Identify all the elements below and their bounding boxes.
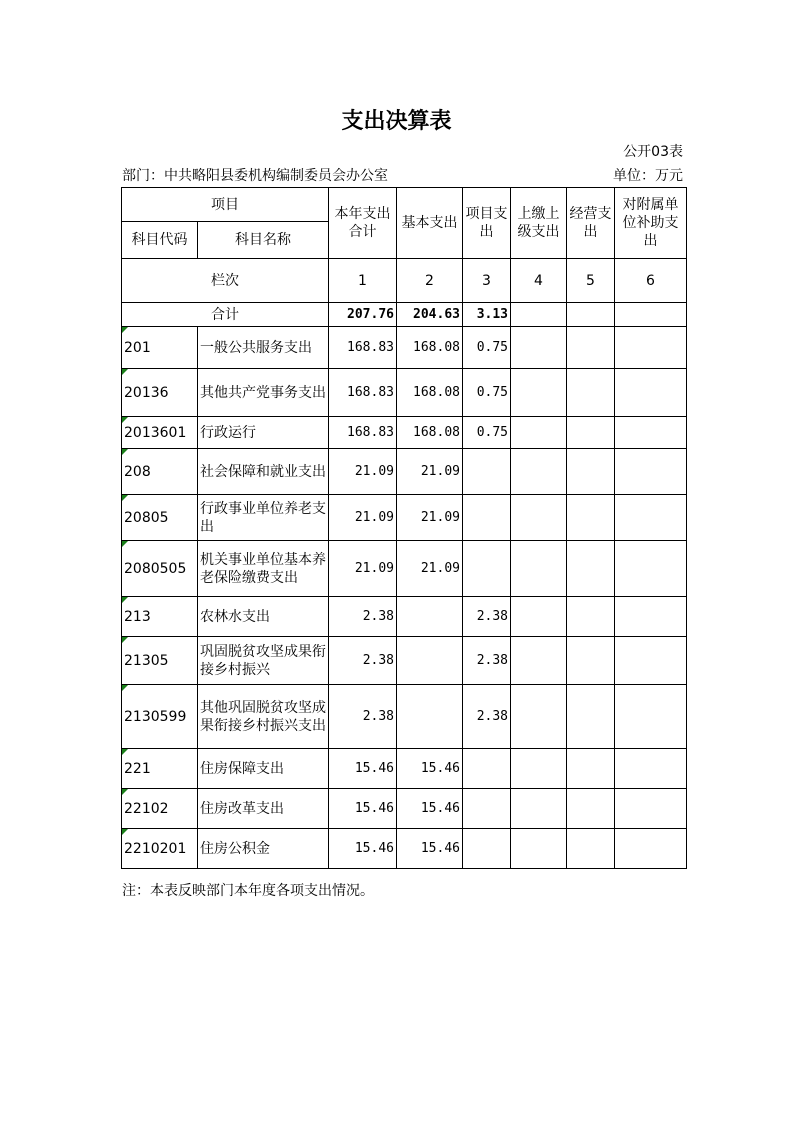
empty-cell <box>615 685 687 749</box>
col-index: 5 <box>567 259 615 303</box>
cell-name: 行政事业单位养老支出 <box>198 495 329 541</box>
empty-cell <box>511 495 567 541</box>
cell-name: 住房公积金 <box>198 829 329 869</box>
header-c6: 对附属单位补助支出 <box>615 188 687 259</box>
expenditure-table <box>121 187 687 869</box>
table-row <box>122 327 687 369</box>
header-c3: 项目支出 <box>463 188 511 259</box>
cell-c1: 21.09 <box>329 541 397 597</box>
cell-code: 208 <box>122 449 198 495</box>
empty-cell <box>511 541 567 597</box>
cell-name: 住房保障支出 <box>198 749 329 789</box>
col-index: 1 <box>329 259 397 303</box>
empty-cell <box>511 327 567 369</box>
col-index: 6 <box>615 259 687 303</box>
empty-cell <box>511 685 567 749</box>
cell-c2: 21.09 <box>397 449 463 495</box>
cell-c2: 15.46 <box>397 829 463 869</box>
empty-cell <box>615 303 687 327</box>
empty-cell <box>615 327 687 369</box>
empty-cell <box>567 749 615 789</box>
cell-name: 机关事业单位基本养老保险缴费支出 <box>198 541 329 597</box>
table-row <box>122 789 687 829</box>
empty-cell <box>511 417 567 449</box>
empty-cell <box>567 597 615 637</box>
cell-c2: 15.46 <box>397 789 463 829</box>
cell-c1: 2.38 <box>329 597 397 637</box>
unit: 单位：万元 <box>613 168 683 184</box>
cell-c3 <box>463 541 511 597</box>
empty-cell <box>615 789 687 829</box>
cell-code: 213 <box>122 597 198 637</box>
cell-c1: 21.09 <box>329 449 397 495</box>
cell-c2: 168.08 <box>397 327 463 369</box>
cell-c2 <box>397 637 463 685</box>
cell-c3: 2.38 <box>463 637 511 685</box>
cell-c3 <box>463 789 511 829</box>
cell-c3: 2.38 <box>463 597 511 637</box>
cell-c1: 2.38 <box>329 685 397 749</box>
cell-code: 2130599 <box>122 685 198 749</box>
cell-c2: 21.09 <box>397 495 463 541</box>
empty-cell <box>511 749 567 789</box>
empty-cell <box>511 597 567 637</box>
cell-c3 <box>463 449 511 495</box>
empty-cell <box>567 789 615 829</box>
cell-c1: 15.46 <box>329 829 397 869</box>
cell-c3: 0.75 <box>463 369 511 417</box>
empty-cell <box>615 749 687 789</box>
footnote: 注：本表反映部门本年度各项支出情况。 <box>122 883 374 899</box>
empty-cell <box>567 449 615 495</box>
cell-c3: 2.38 <box>463 685 511 749</box>
cell-code: 21305 <box>122 637 198 685</box>
empty-cell <box>511 829 567 869</box>
table-row <box>122 495 687 541</box>
table-row <box>122 369 687 417</box>
empty-cell <box>567 369 615 417</box>
cell-name: 其他共产党事务支出 <box>198 369 329 417</box>
cell-name: 住房改革支出 <box>198 789 329 829</box>
empty-cell <box>567 417 615 449</box>
cell-name: 农林水支出 <box>198 597 329 637</box>
empty-cell <box>615 449 687 495</box>
empty-cell <box>511 449 567 495</box>
cell-c3 <box>463 495 511 541</box>
total-c3: 3.13 <box>463 303 511 327</box>
header-c5: 经营支出 <box>567 188 615 259</box>
cell-c2 <box>397 685 463 749</box>
table-row <box>122 749 687 789</box>
cell-name: 行政运行 <box>198 417 329 449</box>
col-index-label: 栏次 <box>122 259 329 303</box>
cell-c3: 0.75 <box>463 417 511 449</box>
cell-c3 <box>463 749 511 789</box>
table-row <box>122 449 687 495</box>
cell-code: 221 <box>122 749 198 789</box>
cell-name: 其他巩固脱贫攻坚成果衔接乡村振兴支出 <box>198 685 329 749</box>
empty-cell <box>615 637 687 685</box>
empty-cell <box>567 303 615 327</box>
header-name: 科目名称 <box>198 222 329 259</box>
header-item: 项目 <box>122 188 329 222</box>
empty-cell <box>567 685 615 749</box>
cell-c2: 21.09 <box>397 541 463 597</box>
table-row <box>122 541 687 597</box>
cell-code: 2080505 <box>122 541 198 597</box>
empty-cell <box>615 417 687 449</box>
cell-c1: 21.09 <box>329 495 397 541</box>
cell-c2 <box>397 597 463 637</box>
header-c1: 本年支出合计 <box>329 188 397 259</box>
page-title: 支出决算表 <box>341 109 452 134</box>
col-index: 2 <box>397 259 463 303</box>
cell-c1: 15.46 <box>329 789 397 829</box>
empty-cell <box>511 303 567 327</box>
cell-code: 201 <box>122 327 198 369</box>
cell-code: 2013601 <box>122 417 198 449</box>
cell-name: 一般公共服务支出 <box>198 327 329 369</box>
empty-cell <box>615 369 687 417</box>
empty-cell <box>567 829 615 869</box>
col-index: 4 <box>511 259 567 303</box>
total-c1: 207.76 <box>329 303 397 327</box>
table-row <box>122 685 687 749</box>
cell-code: 20136 <box>122 369 198 417</box>
cell-code: 22102 <box>122 789 198 829</box>
table-row <box>122 637 687 685</box>
cell-c1: 168.83 <box>329 369 397 417</box>
cell-code: 2210201 <box>122 829 198 869</box>
col-index: 3 <box>463 259 511 303</box>
cell-c1: 168.83 <box>329 417 397 449</box>
empty-cell <box>511 637 567 685</box>
cell-code: 20805 <box>122 495 198 541</box>
empty-cell <box>615 541 687 597</box>
empty-cell <box>615 495 687 541</box>
form-number: 公开03表 <box>623 144 683 160</box>
cell-c1: 2.38 <box>329 637 397 685</box>
empty-cell <box>511 369 567 417</box>
cell-c3 <box>463 829 511 869</box>
total-c2: 204.63 <box>397 303 463 327</box>
cell-c1: 168.83 <box>329 327 397 369</box>
table-row <box>122 597 687 637</box>
header-c4: 上缴上级支出 <box>511 188 567 259</box>
table-row <box>122 417 687 449</box>
empty-cell <box>567 327 615 369</box>
empty-cell <box>615 829 687 869</box>
header-c2: 基本支出 <box>397 188 463 259</box>
cell-c1: 15.46 <box>329 749 397 789</box>
cell-name: 社会保障和就业支出 <box>198 449 329 495</box>
empty-cell <box>511 789 567 829</box>
empty-cell <box>567 637 615 685</box>
cell-c2: 15.46 <box>397 749 463 789</box>
department: 部门：中共略阳县委机构编制委员会办公室 <box>122 168 388 184</box>
empty-cell <box>567 495 615 541</box>
cell-c3: 0.75 <box>463 327 511 369</box>
total-label: 合计 <box>122 303 329 327</box>
header-code: 科目代码 <box>122 222 198 259</box>
cell-c2: 168.08 <box>397 417 463 449</box>
empty-cell <box>567 541 615 597</box>
empty-cell <box>615 597 687 637</box>
cell-c2: 168.08 <box>397 369 463 417</box>
table-row <box>122 829 687 869</box>
cell-name: 巩固脱贫攻坚成果衔接乡村振兴 <box>198 637 329 685</box>
